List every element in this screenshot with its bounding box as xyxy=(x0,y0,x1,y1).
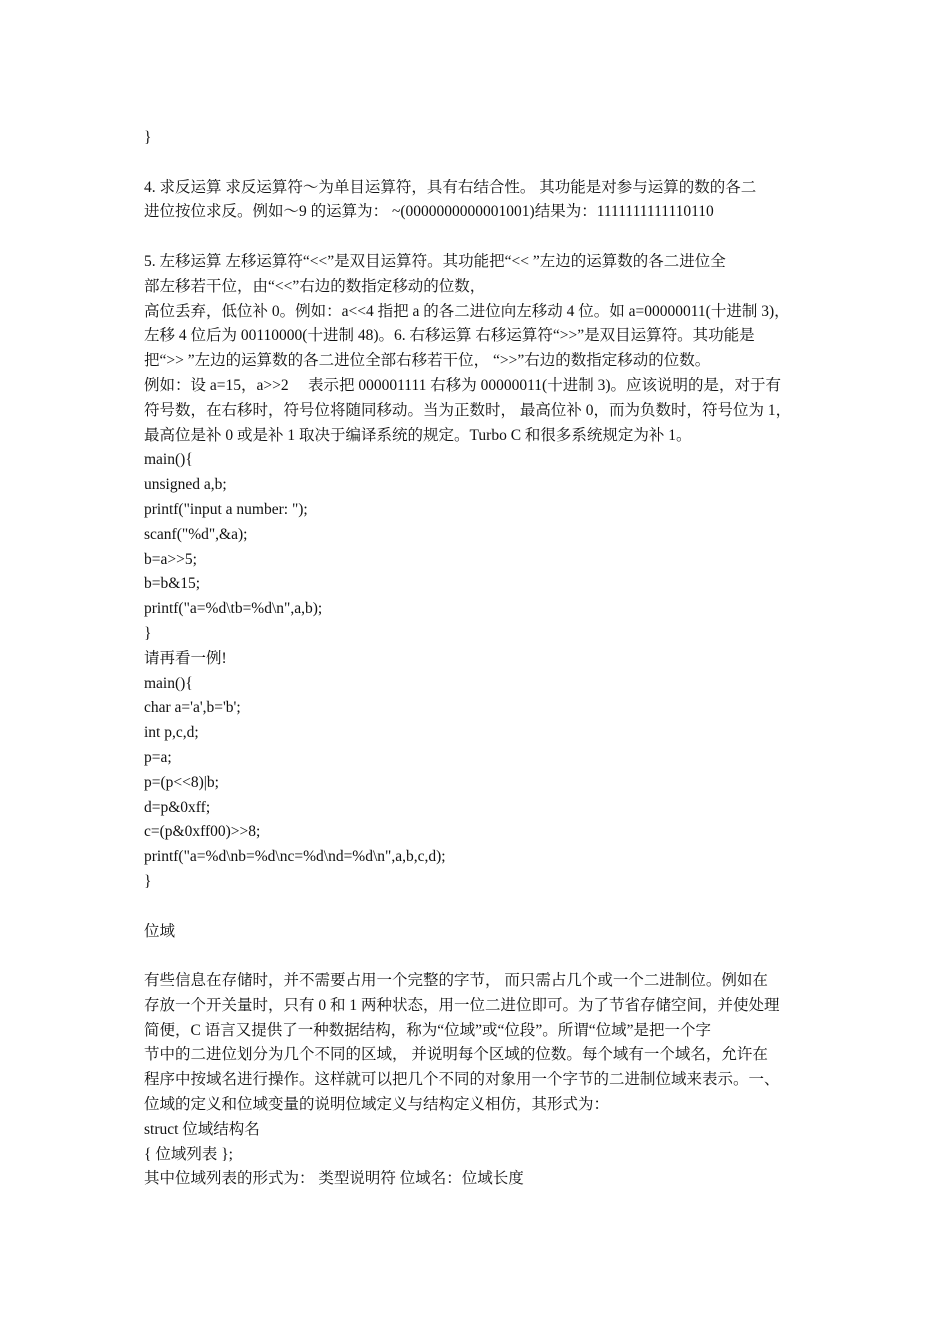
text-line: 4. 求反运算 求反运算符～为单目运算符，具有右结合性。 其功能是对参与运算的数的各二 xyxy=(144,178,757,196)
text-line: 有些信息在存储时，并不需要占用一个完整的字节， 而只需占几个或一个二进制位。例如在 xyxy=(144,972,768,990)
code-line: } xyxy=(144,624,152,642)
code-line: printf("a=%d\nb=%d\nc=%d\nd=%d\n",a,b,c,d); xyxy=(144,848,446,866)
text-line: 5. 左移运算 左移运算符“<<”是双目运算符。其功能把“<< ”左边的运算数的各二进位全 xyxy=(144,252,726,270)
text-line: 左移 4 位后为 00110000(十进制 48)。6. 右移运算 右移运算符“>>”是双目运算符。其功能是 xyxy=(144,327,755,345)
code-line: main(){ xyxy=(144,451,193,469)
code-line: char a='a',b='b'; xyxy=(144,699,241,717)
section-heading: 位域 xyxy=(144,922,176,940)
text-line: 进位按位求反。例如～9 的运算为： ~(0000000000001001)结果为：1111111111110110 xyxy=(144,203,714,221)
text-line: 最高位是补 0 或是补 1 取决于编译系统的规定。Turbo C 和很多系统规定为补 1。 xyxy=(144,426,692,444)
blank-line xyxy=(144,895,820,920)
text-line: 位域的定义和位域变量的说明位域定义与结构定义相仿，其形式为： xyxy=(144,1096,610,1114)
code-line: unsigned a,b; xyxy=(144,476,227,494)
code-line: printf("input a number: "); xyxy=(144,500,308,518)
code-line: main(){ xyxy=(144,674,193,692)
text-line: 其中位域列表的形式为： 类型说明符 位域名：位域长度 xyxy=(144,1170,524,1188)
code-line: p=a; xyxy=(144,748,172,766)
blank-line xyxy=(144,944,820,969)
text-line: 存放一个开关量时，只有 0 和 1 两种状态，用一位二进位即可。为了节省存储空间，并使处理 xyxy=(144,996,780,1014)
text-line: 部左移若干位，由“<<”右边的数指定移动的位数， xyxy=(144,277,486,295)
text-line: } xyxy=(144,129,152,146)
text-line: 简便，C 语言又提供了一种数据结构，称为“位域”或“位段”。所谓“位域”是把一个字 xyxy=(144,1021,711,1039)
text-line: 节中的二进位划分为几个不同的区域， 并说明每个区域的位数。每个域有一个域名，允许在 xyxy=(144,1046,768,1064)
code-line: b=b&15; xyxy=(144,575,201,593)
code-line: } xyxy=(144,872,152,890)
code-line: d=p&0xff; xyxy=(144,798,211,816)
document-body xyxy=(144,126,820,1192)
text-line: 把“>> ”左边的运算数的各二进位全部右移若干位， “>>”右边的数指定移动的位数。 xyxy=(144,352,711,370)
text-line: 符号数，在右移时，符号位将随同移动。当为正数时， 最高位补 0，而为负数时，符号位为 1， xyxy=(144,401,792,419)
code-line: b=a>>5; xyxy=(144,550,197,568)
text-line: 请再看一例! xyxy=(144,649,227,667)
text-line: 例如：设 a=15，a>>2 表示把 000001111 右移为 00000011(十进制 3)。应该说明的是，对于有 xyxy=(144,376,782,394)
code-line: printf("a=%d\tb=%d\n",a,b); xyxy=(144,600,323,618)
code-line: int p,c,d; xyxy=(144,724,199,742)
blank-line xyxy=(144,225,820,250)
text-line: 高位丢弃，低位补 0。例如：a<<4 指把 a 的各二进位向左移动 4 位。如 a=00000011(十进制 3)， xyxy=(144,302,790,320)
code-line: struct 位域结构名 xyxy=(144,1120,260,1138)
code-line: c=(p&0xff00)>>8; xyxy=(144,823,261,841)
blank-line xyxy=(144,151,820,176)
text-line: 程序中按域名进行操作。这样就可以把几个不同的对象用一个字节的二进制位域来表示。一、 xyxy=(144,1071,780,1089)
code-line: { 位域列表 }; xyxy=(144,1145,233,1163)
code-line: p=(p<<8)|b; xyxy=(144,773,219,791)
code-line: scanf("%d",&a); xyxy=(144,525,248,543)
